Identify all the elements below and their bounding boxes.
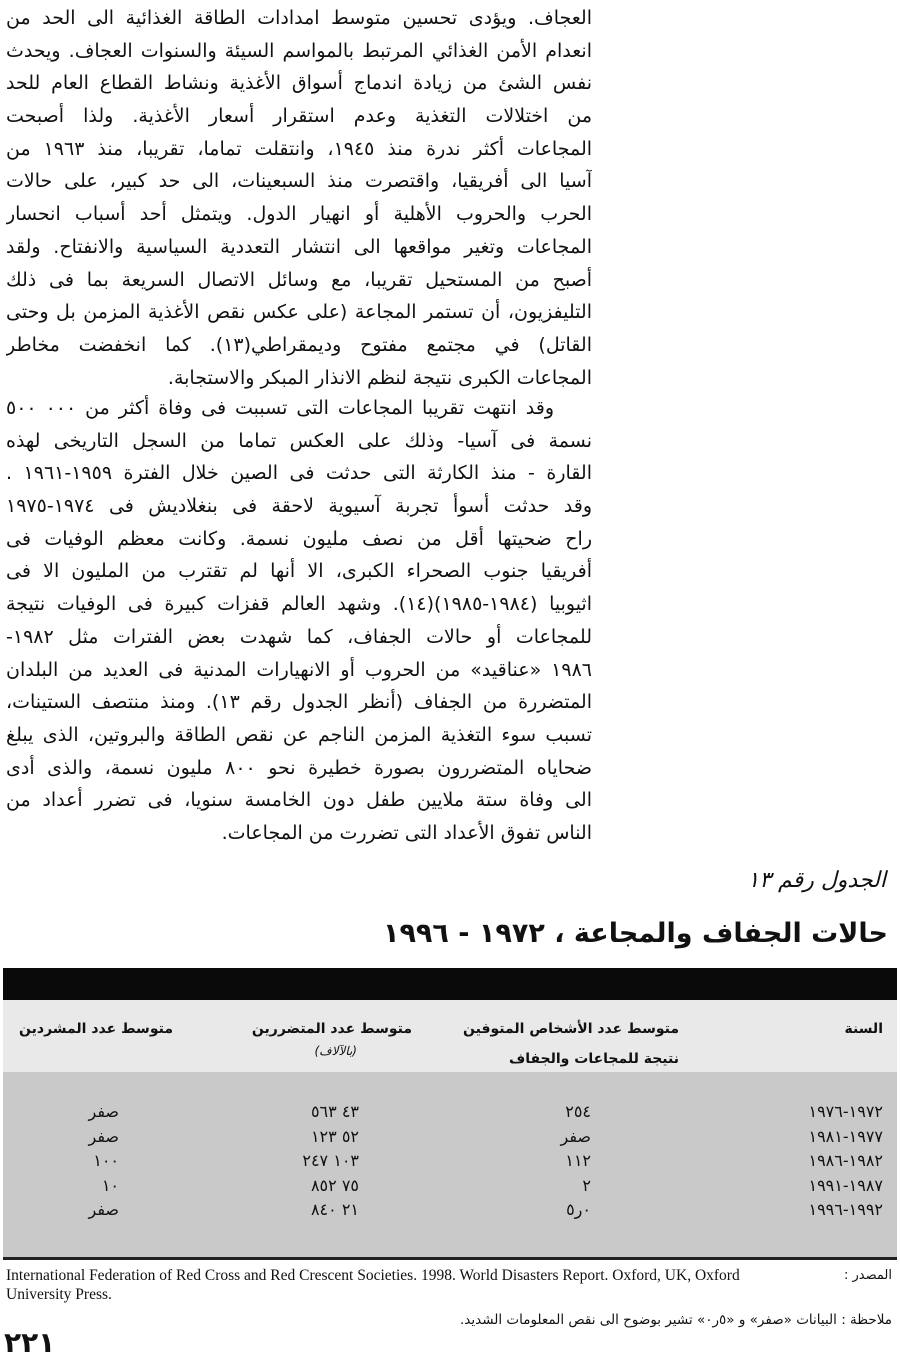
page-number: ٢٢١ <box>4 1326 56 1359</box>
text-line: المتضررة من الجفاف (أنظر الجدول رقم ١٣). ومنذ منتصف الستينات، <box>6 691 592 714</box>
cell-year: ١٩٩٢-١٩٩٦ <box>808 1200 883 1219</box>
text-line: نفس الشئ من زيادة اندماج أسواق الأغذية ونشاط القطاع العام للحد <box>6 72 592 95</box>
unit-label: (بالآلاف) <box>314 1044 357 1058</box>
drought-famine-table <box>3 968 897 1260</box>
table-row <box>3 1149 897 1174</box>
text-line: أصبح من المستحيل تقريبا، مع وسائل الاتصال السريعة بما فى ذلك <box>6 268 592 291</box>
cell-affected: ٥٢ ١٢٣ <box>310 1126 359 1146</box>
text-line: القاتل) في مجتمع مفتوح وديمقراطي(١٣). كما انخفضت مخاطر <box>6 333 592 356</box>
header-deaths-line2: نتيجة للمجاعات والجفاف <box>508 1051 679 1067</box>
text-line: آسيا الى أفريقيا، واقتصرت منذ السبعينات، الى حد كبير، على حالات <box>6 170 592 193</box>
text-line: المجاعات أكثر ندرة منذ ١٩٤٥، وانتقلت تماما، تقريبا، منذ ١٩٦٣ من <box>6 137 592 160</box>
source-citation <box>6 1266 892 1304</box>
table-bottom-rule <box>3 1257 897 1260</box>
cell-deaths: ٢٥٤ <box>565 1102 591 1121</box>
text-line: العجاف. ويؤدى تحسين متوسط امدادات الطاقة الغذائية الى الحد من <box>6 7 592 29</box>
text-line: التليفزيون، أن تستمر المجاعة (على عكس نقص الأغذية المزمن بل وحتى <box>6 301 592 324</box>
text-line: الى وفاة ستة ملايين طفل دون الخامسة سنويا، فى تضرر أعداد من <box>6 789 592 812</box>
text-line: نسمة فى آسيا- وذلك على العكس تماما من السجل التاريخى لهذه <box>6 429 592 452</box>
text-line: وقد حدثت أسوأ تجربة آسيوية لاحقة فى بنغلاديش فى ١٩٧٤-١٩٧٥ <box>6 495 592 518</box>
cell-year: ١٩٧٢-١٩٧٦ <box>808 1102 883 1121</box>
cell-deaths: ٢ <box>582 1175 591 1195</box>
cell-deaths: ١١٢ <box>565 1151 591 1170</box>
cell-displaced: ١٠ <box>101 1175 119 1195</box>
paragraph-2 <box>6 392 592 850</box>
table-caption: الجدول رقم ١٣ <box>747 868 886 893</box>
table-row <box>3 1198 897 1223</box>
cell-year: ١٩٨٢-١٩٨٦ <box>808 1151 883 1170</box>
text-line: من اختلالات التغذية وعدم استقرار أسعار الأغذية. ولذا أصبحت <box>6 105 592 128</box>
table-title: حالات الجفاف والمجاعة ، ١٩٧٢ - ١٩٩٦ <box>382 918 888 949</box>
text-line: انعدام الأمن الغذائي المرتبط بالمواسم السيئة والسنوات العجاف. ويحدث <box>6 39 592 62</box>
header-affected: متوسط عدد المتضررين <box>251 1021 412 1037</box>
table-top-bar <box>3 968 897 1000</box>
cell-affected: ١٠٣ ٢٤٧ <box>302 1151 359 1170</box>
cell-deaths: صفر <box>560 1126 591 1146</box>
source-text-line2: University Press. <box>6 1286 112 1303</box>
cell-year: ١٩٨٧-١٩٩١ <box>808 1175 883 1195</box>
text-line: راح ضحيتها أقل من نصف مليون نسمة. وكانت معظم الوفيات فى <box>6 527 592 550</box>
text-line: اثيوبيا (١٩٨٤-١٩٨٥)(١٤). وشهد العالم قفزات كبيرة فى الوفيات نتيجة <box>6 593 592 616</box>
cell-displaced: صفر <box>88 1102 119 1121</box>
text-line: ضحاياه المتضررون بصورة خطيرة نحو ٨٠٠ مليون نسمة، والذى أدى <box>6 756 592 779</box>
header-year: السنة <box>844 1021 883 1037</box>
text-line: وقد انتهت تقريبا المجاعات التى تسببت فى وفاة أكثر من ٠٠٠ ٥٠٠ <box>6 397 554 419</box>
header-deaths <box>463 1014 679 1074</box>
text-line: تسبب سوء التغذية المزمن الناجم عن نقص الطاقة والبروتين، الذى يبلغ <box>6 723 592 746</box>
cell-displaced: صفر <box>88 1200 119 1219</box>
cell-deaths: ٠ر٥ <box>566 1200 591 1219</box>
text-line: الناس تفوق الأعداد التى تضررت من المجاعات. <box>221 821 592 844</box>
text-line: الحرب والحروب الأهلية أو انهيار الدول. ويتمثل أحد أسباب انحسار <box>6 203 592 226</box>
cell-affected: ٢١ ٨٤٠ <box>310 1200 359 1219</box>
table-body <box>3 1100 897 1223</box>
paragraph-1 <box>6 2 592 394</box>
cell-year: ١٩٧٧-١٩٨١ <box>808 1126 883 1146</box>
source-label: المصدر : <box>844 1268 892 1283</box>
table-row <box>3 1125 897 1150</box>
header-deaths-line1: متوسط عدد الأشخاص المتوفين <box>463 1021 679 1037</box>
source-text-line1: International Federation of Red Cross and Red Crescent Societies. 1998. World Disasters Report. Oxford, UK, Oxford <box>6 1267 740 1284</box>
cell-affected: ٤٣ ٥٦٣ <box>310 1102 359 1121</box>
table-row <box>3 1100 897 1125</box>
table-note: ملاحظة : البيانات «صفر» و «٥ر٠» تشير بوضوح الى نقص المعلومات الشديد. <box>459 1312 892 1328</box>
table-header <box>3 1000 897 1072</box>
text-line: المجاعات وتغير مواقعها الى انتشار التعددية السياسية والانفتاح. ولقد <box>6 235 592 258</box>
cell-affected: ٧٥ ٨٥٢ <box>310 1175 359 1195</box>
text-line: للمجاعات أو حالات الجفاف، كما شهدت بعض الفترات مثل ١٩٨٢- <box>6 625 592 648</box>
text-line: المجاعات الكبرى نتيجة لنظم الانذار المبكر والاستجابة. <box>167 366 592 389</box>
text-line: القارة - منذ الكارثة التى حدثت فى الصين خلال الفترة ١٩٥٩-١٩٦١ . <box>6 462 592 485</box>
table-row <box>3 1174 897 1199</box>
cell-displaced: ١٠٠ <box>93 1151 119 1170</box>
cell-displaced: صفر <box>88 1126 119 1146</box>
header-displaced: متوسط عدد المشردين <box>19 1021 173 1037</box>
text-line: أفريقيا جنوب الصحراء الكبرى، الا أنها لم تقترب من المليون الا فى <box>6 560 592 583</box>
text-line: ١٩٨٦ «عناقيد» من الحروب أو الانهيارات المدنية فى العديد من البلدان <box>6 658 592 681</box>
